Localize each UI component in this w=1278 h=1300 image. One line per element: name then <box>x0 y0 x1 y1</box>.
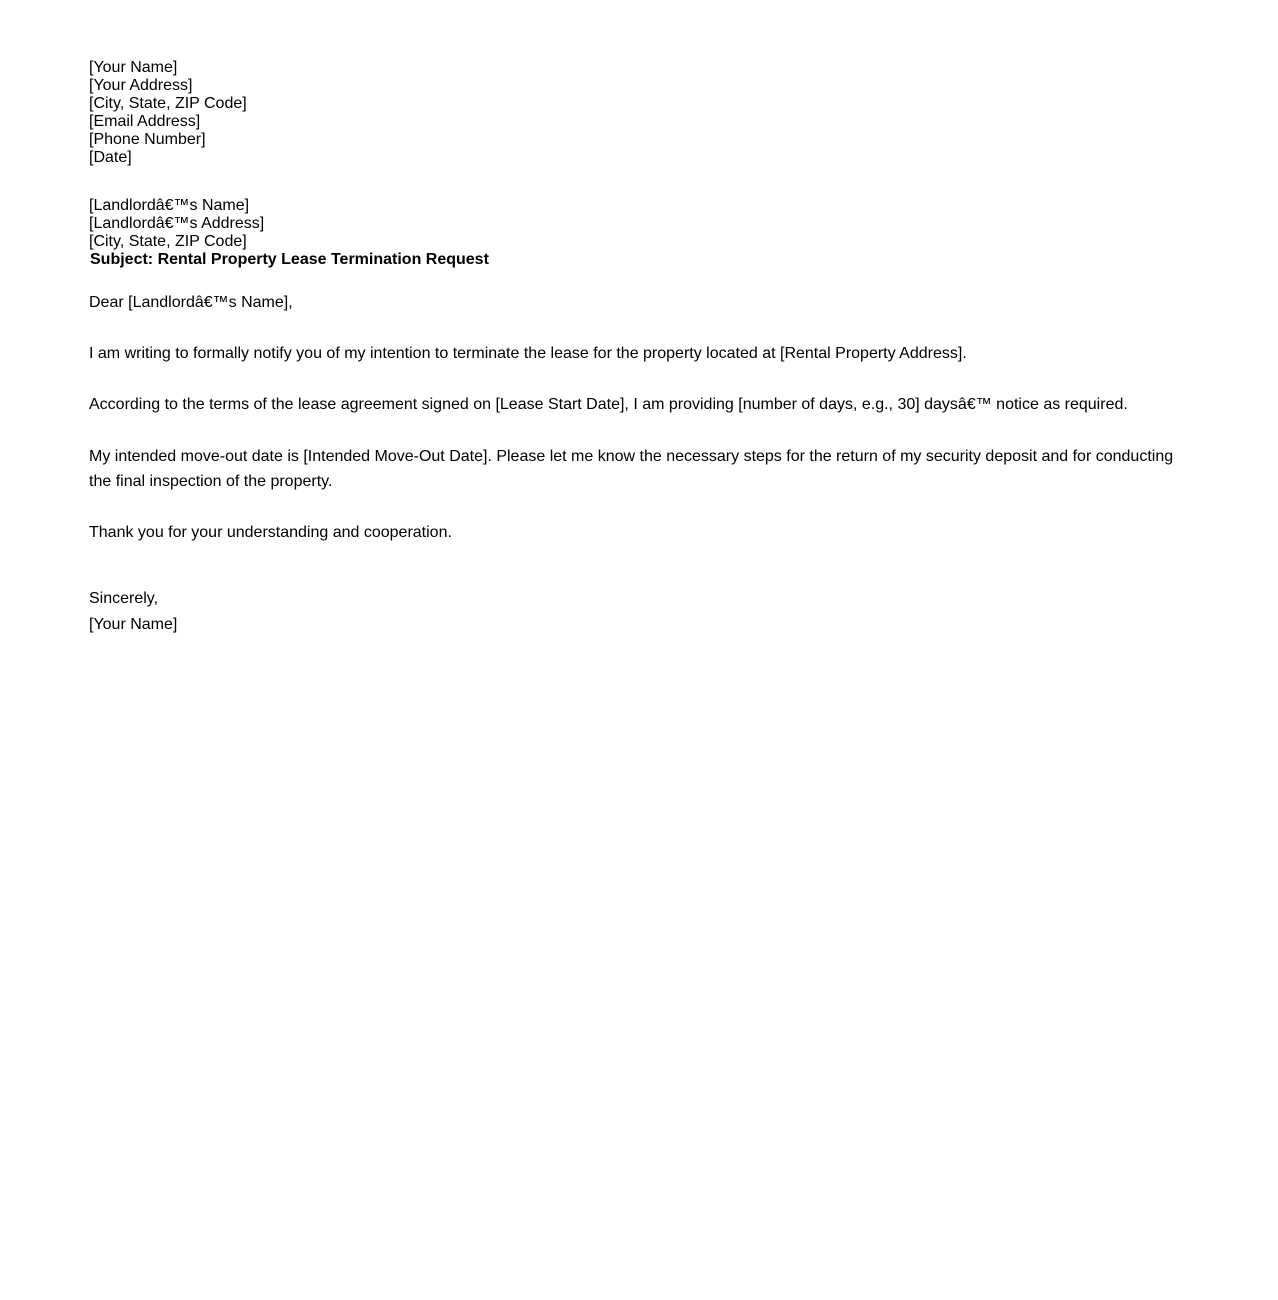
sender-phone: [Phone Number] <box>89 131 206 148</box>
sender-email: [Email Address] <box>89 113 201 130</box>
signature: [Your Name] <box>89 616 178 633</box>
closing: Sincerely, <box>89 590 159 607</box>
recipient-name: [Landlordâ€™s Name] <box>89 197 250 214</box>
paragraph-intent: I am writing to formally notify you of my intention to terminate the lease for the property located at [Rental Property Address]. <box>89 345 967 362</box>
recipient-address-block <box>89 197 1189 269</box>
sender-address-block <box>89 59 1189 167</box>
sender-city: [City, State, ZIP Code] <box>89 95 247 112</box>
paragraph-thanks: Thank you for your understanding and cooperation. <box>89 524 452 541</box>
sender-name: [Your Name] <box>89 59 178 76</box>
paragraph-notice: According to the terms of the lease agreement signed on [Lease Start Date], I am providing [number of days, e.g., 30] daysâ€™ notice as required. <box>89 396 1128 413</box>
recipient-city: [City, State, ZIP Code] <box>89 233 247 250</box>
recipient-address: [Landlordâ€™s Address] <box>89 215 265 232</box>
subject-line: Subject: Rental Property Lease Termination Request <box>90 251 489 268</box>
paragraph-move-out: My intended move-out date is [Intended Move-Out Date]. Please let me know the necessary steps for the return of my security deposit and for conducting the final inspection of the property. <box>89 448 1174 490</box>
letter-date: [Date] <box>89 149 132 166</box>
salutation: Dear [Landlordâ€™s Name], <box>89 294 293 311</box>
sender-address: [Your Address] <box>89 77 193 94</box>
